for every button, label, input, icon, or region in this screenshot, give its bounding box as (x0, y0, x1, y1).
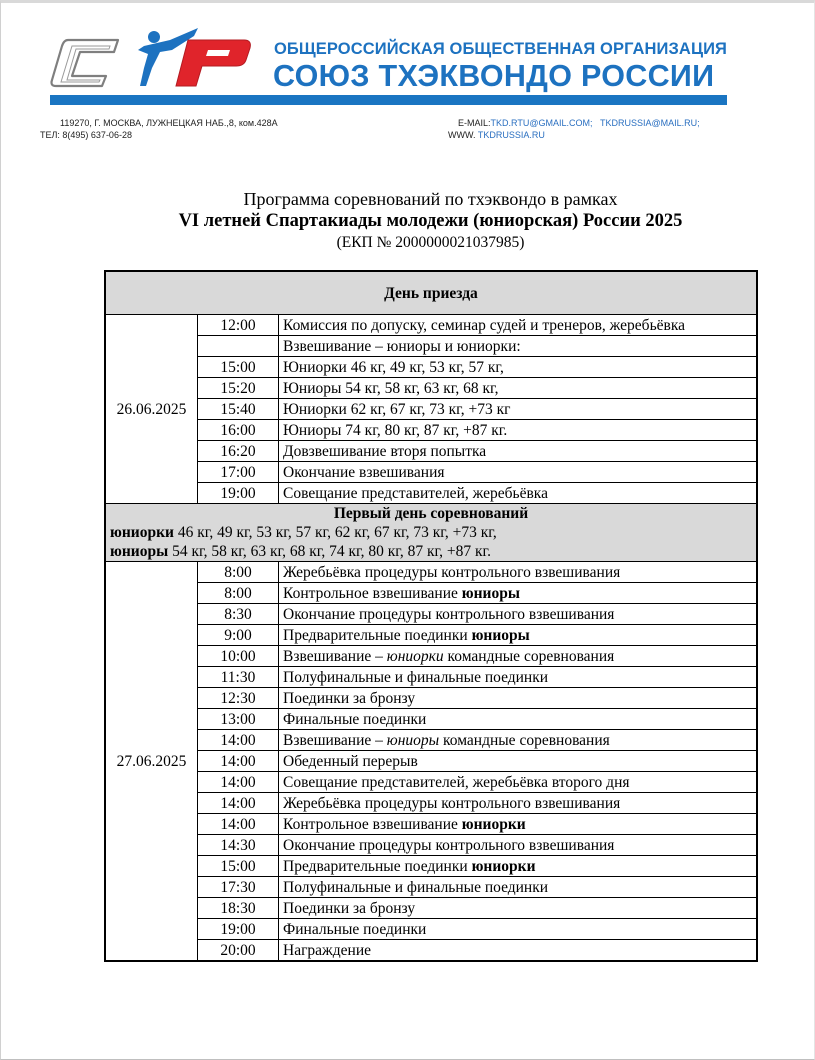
title-line-1: Программа соревнований по тхэквондо в рамках (243, 189, 618, 209)
website-link[interactable]: TKDRUSSIA.RU (477, 130, 545, 140)
event-emphasis: юниорки (471, 857, 536, 875)
event-cell (279, 751, 758, 772)
table-row (105, 462, 757, 483)
time-cell: 11:30 (198, 667, 279, 688)
time-cell: 13:00 (198, 709, 279, 730)
event-cell (279, 898, 758, 919)
event-text: Контрольное взвешивание (283, 584, 462, 602)
event-cell (279, 625, 758, 646)
table-row (105, 667, 757, 688)
time-cell: 8:30 (198, 604, 279, 625)
table-row (105, 441, 757, 462)
event-text: Взвешивание – (283, 647, 387, 665)
event-text: Награждение (283, 941, 372, 959)
time-cell: 19:00 (198, 483, 279, 504)
email-link-2[interactable]: TKDRUSSIA@MAIL.RU; (600, 118, 700, 128)
time-cell: 16:00 (198, 420, 279, 441)
time-cell: 9:00 (198, 625, 279, 646)
event-cell (279, 604, 758, 625)
time-cell: 14:00 (198, 772, 279, 793)
event-text: Взвешивание – (283, 731, 387, 749)
time-cell: 14:00 (198, 751, 279, 772)
table-row (105, 378, 757, 399)
ctp-logo (48, 28, 253, 88)
event-emphasis: юниорки (461, 815, 526, 833)
table-row (105, 898, 757, 919)
time-cell: 15:00 (198, 357, 279, 378)
table-row (105, 940, 757, 962)
event-cell: Взвешивание – юниоры и юниорки: (279, 336, 758, 357)
table-row (105, 562, 757, 583)
event-emphasis: юниорки (386, 647, 444, 665)
time-cell: 15:20 (198, 378, 279, 399)
date-cell: 27.06.2025 (105, 562, 198, 962)
event-cell (279, 562, 758, 583)
table-row (105, 772, 757, 793)
event-cell (279, 646, 758, 667)
event-text-suffix: командные соревнования (443, 647, 615, 665)
time-cell: 14:00 (198, 814, 279, 835)
event-cell (279, 856, 758, 877)
time-cell: 15:40 (198, 399, 279, 420)
event-text: Полуфинальные и финальные поединки (283, 668, 549, 686)
event-cell: Совещание представителей, жеребьёвка (279, 483, 758, 504)
email-label: E-MAIL: (458, 118, 491, 128)
table-row (105, 877, 757, 898)
event-text: Предварительные поединки (283, 857, 472, 875)
table-row (105, 646, 757, 667)
female-label: юниорки (110, 524, 174, 541)
section-arrival-heading (105, 271, 757, 315)
event-cell (279, 709, 758, 730)
time-cell: 12:00 (198, 315, 279, 336)
event-text: Поединки за бронзу (283, 899, 416, 917)
event-text: Финальные поединки (283, 920, 427, 938)
phone: ТЕЛ: 8(495) 637-06-28 (40, 130, 132, 140)
female-weights: 46 кг, 49 кг, 53 кг, 57 кг, 62 кг, 67 кг, 73 кг, +73 кг, (173, 524, 497, 541)
time-cell: 10:00 (198, 646, 279, 667)
event-text: Контрольное взвешивание (283, 815, 462, 833)
table-row (105, 336, 757, 357)
table-row (105, 835, 757, 856)
event-text: Финальные поединки (283, 710, 427, 728)
section-day1-heading (105, 504, 757, 562)
table-row (105, 604, 757, 625)
time-cell: 12:30 (198, 688, 279, 709)
table-row (105, 730, 757, 751)
event-cell: Юниоры 54 кг, 58 кг, 63 кг, 68 кг, (279, 378, 758, 399)
time-cell: 14:00 (198, 793, 279, 814)
email-link-1[interactable]: TKD.RTU@GMAIL.COM; (490, 118, 593, 128)
event-text: Поединки за бронзу (283, 689, 416, 707)
event-cell: Окончание взвешивания (279, 462, 758, 483)
event-text: Совещание представителей, жеребьёвка второго дня (283, 773, 630, 791)
event-text: Жеребьёвка процедуры контрольного взвешивания (283, 794, 621, 812)
table-row (105, 856, 757, 877)
time-cell: 14:30 (198, 835, 279, 856)
website-line (448, 130, 545, 141)
table-row (105, 315, 757, 336)
table-row (105, 625, 757, 646)
table-row (105, 357, 757, 378)
event-cell: Юниоры 74 кг, 80 кг, 87 кг, +87 кг. (279, 420, 758, 441)
male-label: юниоры (110, 543, 169, 560)
event-cell (279, 835, 758, 856)
time-cell: 17:00 (198, 462, 279, 483)
event-cell: Юниорки 46 кг, 49 кг, 53 кг, 57 кг, (279, 357, 758, 378)
event-cell (279, 793, 758, 814)
table-row (105, 919, 757, 940)
time-cell: 20:00 (198, 940, 279, 962)
event-text-suffix: командные соревнования (439, 731, 610, 749)
document-title (104, 188, 757, 253)
event-cell (279, 814, 758, 835)
time-cell: 15:00 (198, 856, 279, 877)
event-cell (279, 667, 758, 688)
time-cell: 8:00 (198, 583, 279, 604)
event-emphasis: юниоры (471, 626, 530, 644)
table-row (105, 814, 757, 835)
table-row (105, 751, 757, 772)
event-cell (279, 940, 758, 962)
time-cell: 17:30 (198, 877, 279, 898)
male-weights: 54 кг, 58 кг, 63 кг, 68 кг, 74 кг, 80 кг, 87 кг, +87 кг. (168, 543, 492, 560)
date-cell: 26.06.2025 (105, 315, 198, 504)
event-cell (279, 730, 758, 751)
time-cell: 14:00 (198, 730, 279, 751)
logo-c-letter (52, 40, 119, 86)
header-divider-bar (50, 95, 727, 105)
event-cell (279, 583, 758, 604)
title-line-3: (ЕКП № 2000000021037985) (336, 234, 525, 251)
event-cell (279, 772, 758, 793)
event-text: Окончание процедуры контрольного взвешивания (283, 605, 615, 623)
org-subtitle: ОБЩЕРОССИЙСКАЯ ОБЩЕСТВЕННАЯ ОРГАНИЗАЦИЯ (274, 40, 728, 58)
table-row (105, 709, 757, 730)
event-text: Обеденный перерыв (283, 752, 418, 770)
event-text: Полуфинальные и финальные поединки (283, 878, 549, 896)
org-name: СОЮЗ ТХЭКВОНДО РОССИИ (273, 59, 715, 93)
title-line-2: VI летней Спартакиады молодежи (юниорская) России 2025 (178, 211, 683, 231)
event-emphasis: юниоры (386, 731, 440, 749)
time-cell: 16:20 (198, 441, 279, 462)
weights-juniors-female (110, 523, 752, 542)
arrival-heading: День приезда (105, 271, 757, 315)
event-text: Жеребьёвка процедуры контрольного взвешивания (283, 563, 621, 581)
event-cell (279, 877, 758, 898)
www-label: WWW. (448, 130, 478, 140)
address: 119270, Г. МОСКВА, ЛУЖНЕЦКАЯ НАБ.,8, ком.428А (60, 118, 278, 128)
time-cell (198, 336, 279, 357)
day1-heading: Первый день соревнований (333, 505, 529, 522)
time-cell: 8:00 (198, 562, 279, 583)
table-row (105, 688, 757, 709)
email-line (458, 118, 700, 129)
event-cell: Довзвешивание вторя попытка (279, 441, 758, 462)
event-text: Предварительные поединки (283, 626, 472, 644)
table-row (105, 583, 757, 604)
table-row (105, 399, 757, 420)
table-row (105, 420, 757, 441)
logo-p-letter (176, 40, 250, 86)
table-row (105, 793, 757, 814)
table-row (105, 483, 757, 504)
schedule-table (104, 270, 758, 962)
time-cell: 18:30 (198, 898, 279, 919)
event-cell (279, 919, 758, 940)
event-cell: Юниорки 62 кг, 67 кг, 73 кг, +73 кг (279, 399, 758, 420)
event-text: Окончание процедуры контрольного взвешивания (283, 836, 615, 854)
event-cell (279, 688, 758, 709)
weights-juniors-male (110, 542, 752, 561)
event-emphasis: юниоры (461, 584, 520, 602)
event-cell: Комиссия по допуску, семинар судей и тренеров, жеребьёвка (279, 315, 758, 336)
time-cell: 19:00 (198, 919, 279, 940)
